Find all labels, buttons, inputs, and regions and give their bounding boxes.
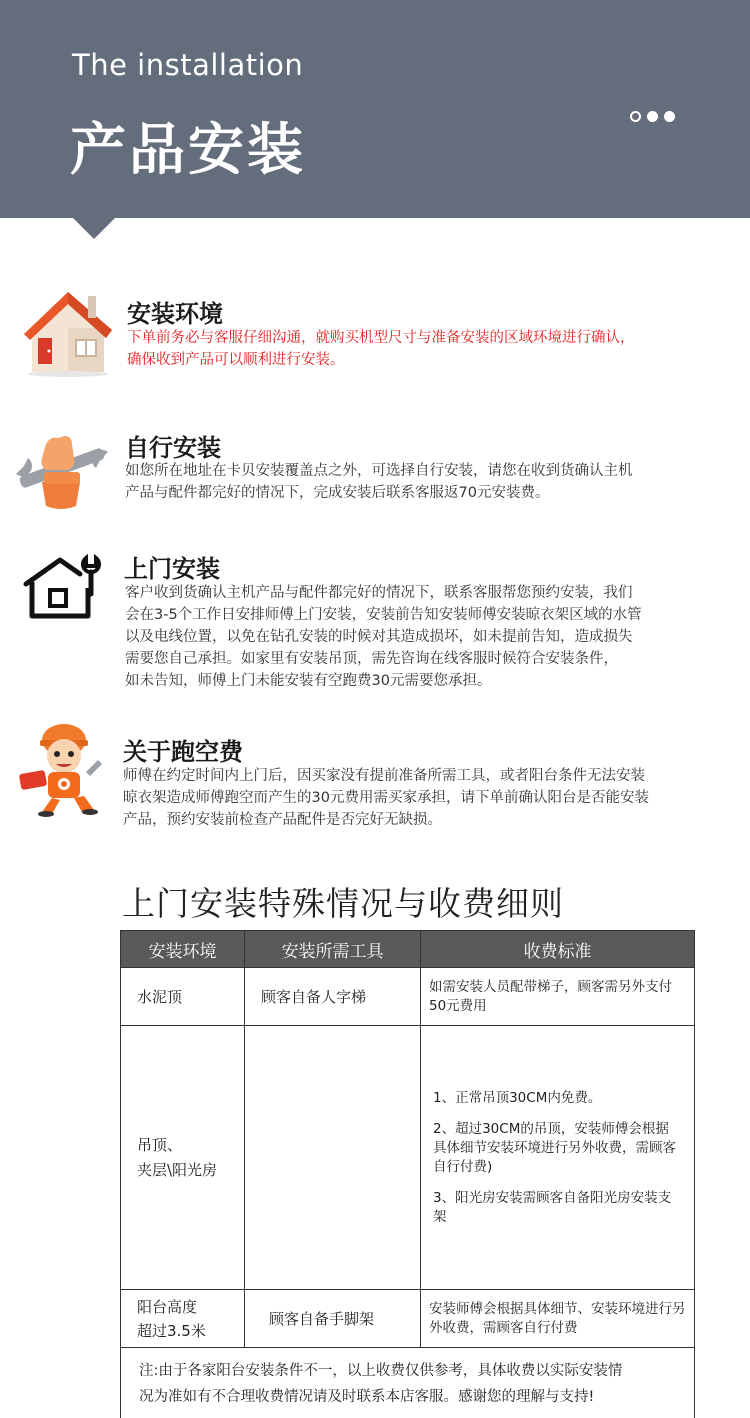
house-wrench-icon xyxy=(22,554,104,626)
table-note xyxy=(121,1348,695,1418)
note-line: 注:由于各家阳台安装条件不一，以上收费仅供参考，具体收费以实际安装情 xyxy=(139,1363,623,1379)
table-cell-tools xyxy=(245,1026,421,1290)
table-cell-fee xyxy=(421,1290,695,1348)
house-icon xyxy=(22,288,114,382)
cell-text: 吊顶、 xyxy=(137,1135,183,1154)
text-line: 下单前务必与客服仔细沟通，就购买机型尺寸与准备安装的区域环境进行确认， xyxy=(127,330,635,346)
column-header-environment: 安装环境 xyxy=(121,931,245,968)
dots-indicator xyxy=(630,111,675,122)
text-line: 会在3-5个工作日安排师傅上门安装，安装前告知安装师傅安装晾衣架区域的水管 xyxy=(125,607,642,623)
text-line: 产品，预约安装前检查产品配件是否完好无缺损。 xyxy=(123,812,442,828)
cell-text: 安装师傅会根据具体细节、安装环境进行另外收费，需顾客自行付费 xyxy=(429,1300,686,1336)
header-banner xyxy=(0,0,750,218)
cell-text: 阳台高度 xyxy=(137,1297,198,1316)
text-line: 客户收到货确认主机产品与配件都完好的情况下，联系客服帮您预约安装，我们 xyxy=(125,585,633,601)
cell-text: 夹层\阳光房 xyxy=(137,1160,218,1179)
banner-title-cn: 产品安装 xyxy=(70,118,306,183)
section-body-onsite-install xyxy=(125,582,642,692)
column-header-fee-standard: 收费标准 xyxy=(421,931,695,968)
note-line: 况为准如有不合理收费情况请及时联系本店客服。感谢您的理解与支持! xyxy=(139,1389,595,1405)
table-cell-environment xyxy=(121,1026,245,1290)
text-line: 需要您自己承担。如家里有安装吊顶，需先咨询在线客服时候符合安装条件， xyxy=(125,651,618,667)
text-line: 如您所在地址在卡贝安装覆盖点之外，可选择自行安装，请您在收到货确认主机 xyxy=(125,463,633,479)
text-line: 师傅在约定时间内上门后，因买家没有提前准备所需工具，或者阳台条件无法安装 xyxy=(123,768,645,784)
table-cell-environment xyxy=(121,968,245,1026)
section-body-self-install xyxy=(125,460,633,504)
cell-text: 1、正常吊顶30CM内免费。 xyxy=(433,1089,602,1106)
banner-pointer xyxy=(72,217,116,239)
column-header-tools: 安装所需工具 xyxy=(245,931,421,968)
table-cell-fee xyxy=(421,1026,695,1290)
section-title-empty-trip-fee: 关于跑空费 xyxy=(123,738,243,766)
table-cell-fee xyxy=(421,968,695,1026)
cell-text: 超过3.5米 xyxy=(137,1321,206,1340)
table-header-row xyxy=(121,931,695,968)
cell-text: 3、阳光房安装需顾客自备阳光房安装支架 xyxy=(433,1189,672,1225)
table-cell-tools: 顾客自备人字梯 xyxy=(245,968,421,1026)
fees-table xyxy=(120,930,695,1418)
cell-text: 水泥顶 xyxy=(137,988,183,1006)
table-note-row xyxy=(121,1348,695,1418)
text-line: 产品与配件都完好的情况下，完成安装后联系客服返70元安装费。 xyxy=(125,485,550,501)
table-row xyxy=(121,1290,695,1348)
table-row xyxy=(121,1026,695,1290)
dot-icon xyxy=(647,111,658,122)
text-line: 如未告知，师傅上门未能安装有空跑费30元需要您承担。 xyxy=(125,673,492,689)
table-cell-tools: 顾客自备手脚架 xyxy=(245,1290,421,1348)
text-line: 晾衣架造成师傅跑空而产生的30元费用需买家承担，请下单前确认阳台是否能安装 xyxy=(123,790,649,806)
section-title-self-install: 自行安装 xyxy=(125,434,221,462)
section-body-environment xyxy=(127,327,635,371)
table-row xyxy=(121,968,695,1026)
cell-text: 2、超过30CM的吊顶，安装师傅会根据具体细节安装环境进行另外收费，需顾客自行付费) xyxy=(433,1120,676,1175)
wrench-hand-icon xyxy=(12,428,112,516)
section-title-onsite-install: 上门安装 xyxy=(124,555,220,583)
section-title-environment: 安装环境 xyxy=(127,300,223,328)
text-line: 确保收到产品可以顺利进行安装。 xyxy=(127,352,345,368)
banner-title-en: The installation xyxy=(72,48,304,82)
table-cell-environment xyxy=(121,1290,245,1348)
dot-icon xyxy=(664,111,675,122)
fees-table-title: 上门安装特殊情况与收费细则 xyxy=(122,884,564,923)
cell-text: 如需安装人员配带梯子，顾客需另外支付50元费用 xyxy=(429,978,672,1014)
section-body-empty-trip-fee xyxy=(123,765,649,831)
text-line: 以及电线位置，以免在钻孔安装的时候对其造成损坏，如未提前告知，造成损失 xyxy=(125,629,633,645)
worker-icon xyxy=(14,714,110,822)
dot-icon xyxy=(630,111,641,122)
